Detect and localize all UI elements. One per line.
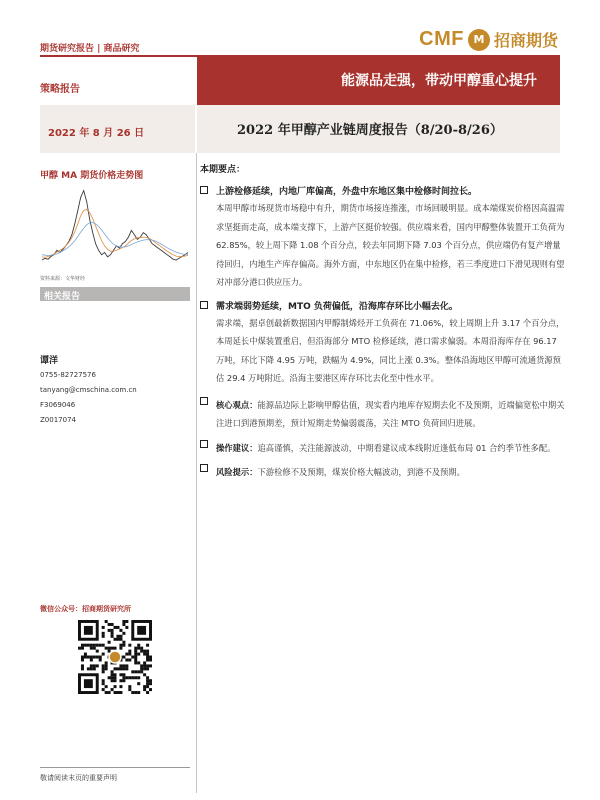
item-label: 风险提示：	[216, 467, 258, 477]
price-chart	[40, 180, 190, 272]
logo-mark-icon: M	[468, 29, 490, 51]
analyst-email[interactable]: tanyang@cmschina.com.cn	[40, 386, 137, 394]
report-date: 2022 年 8 月 26 日	[48, 128, 145, 139]
analyst-phone: 0755-82727576	[40, 371, 96, 379]
qr-code-icon[interactable]	[78, 620, 152, 694]
list-item	[200, 463, 565, 482]
item-text: 能源品边际上影响甲醇估值，现实看内地库存短期去化不及预期，近端偏宽松中期关注进口到港预期差，预计短期走势偏弱震荡，关注 MTO 负荷回归进展。	[216, 399, 565, 428]
logo-latin: CMF	[419, 28, 464, 50]
wechat-label: 微信公众号：招商期货研究所	[40, 605, 131, 613]
bullet-square-icon	[200, 440, 208, 448]
list-item	[200, 396, 565, 433]
report-subtitle: 2022 年甲醇产业链周度报告（8/20-8/26）	[237, 123, 503, 138]
list-item	[200, 300, 565, 388]
analyst-cert-z: Z0017074	[40, 416, 76, 424]
item-text: 追高谨慎，关注能源波动，中期看建议成本线附近逢低布局 01 合约季节性多配。	[257, 442, 556, 453]
item-title: 上游检修延续，内地厂库偏高，外盘中东地区集中检修时间拉长。	[216, 187, 478, 197]
section-heading: 本期要点：	[200, 165, 246, 175]
series-line-0	[42, 191, 188, 260]
report-type: 策略报告	[40, 84, 80, 95]
chart-title: 甲醇 MA 期货价格走势图	[40, 171, 144, 181]
item-body	[216, 463, 565, 482]
disclaimer-text: 敬请阅读末页的重要声明	[40, 774, 117, 782]
chart-source: 资料来源：文华财经	[40, 276, 86, 282]
item-body: 本周甲醇市场现货市场稳中有升，期货市场接连推涨，市场回暖明显。成本端煤炭价格因高温需求坚挺而走高，成本端支撑下，上游产区挺价较强。供应端来看，国内甲醇整体装置开工负荷为 62.85%，较上周下降 1.08 个百分点，较去年同期下降 7.03 个百分点，供应端仍有复产增量待回归，内地生产库存偏高。海外方面，中东地区仍在集中检修，若三季度进口下滑见现则有望对冲部分港口供应压力。	[216, 203, 565, 287]
analyst-name: 谭洋	[40, 356, 59, 366]
item-title: 需求端弱势延续，MTO 负荷偏低，沿海库存环比小幅去化。	[216, 301, 458, 312]
item-label: 核心观点：	[216, 399, 258, 410]
item-body: 需求端，据卓创最新数据国内甲醇制烯烃开工负荷在 71.06%，较上周期上升 3.17 个百分点，本周延长中煤装置重启，但沿海部分 MTO 检修延续，港口需求偏弱。本周沿海库存在 96.17 万吨，环比下降 4.95 万吨，跌幅为 4.9%，同比上涨 0.3%。整体沿海地区甲醇可流通货源预估 29.4 万吨附近。沿海主要港区库存环比去化至中性水平。	[216, 317, 565, 383]
footer-rule	[40, 767, 190, 768]
bullet-square-icon	[200, 186, 208, 194]
bullet-square-icon	[200, 464, 208, 472]
main-title: 能源品走强，带动甲醇重心提升	[341, 73, 537, 89]
bullet-square-icon	[200, 397, 208, 405]
main-content	[200, 162, 565, 482]
item-body	[216, 396, 565, 433]
column-divider	[196, 153, 197, 793]
analyst-cert-f: F3069046	[40, 401, 76, 409]
list-item	[200, 185, 565, 292]
item-label: 操作建议：	[216, 442, 258, 453]
logo-chinese: 招商期货	[493, 31, 558, 50]
item-body	[216, 439, 565, 458]
related-reports-label[interactable]: 相关报告	[44, 292, 81, 302]
report-category: 期货研究报告 | 商品研究	[40, 44, 140, 54]
item-text: 下游检修不及预期，煤炭价格大幅波动，到港不及预期。	[257, 467, 465, 477]
bullet-square-icon	[200, 301, 208, 309]
company-logo	[419, 28, 558, 51]
list-item	[200, 439, 565, 458]
